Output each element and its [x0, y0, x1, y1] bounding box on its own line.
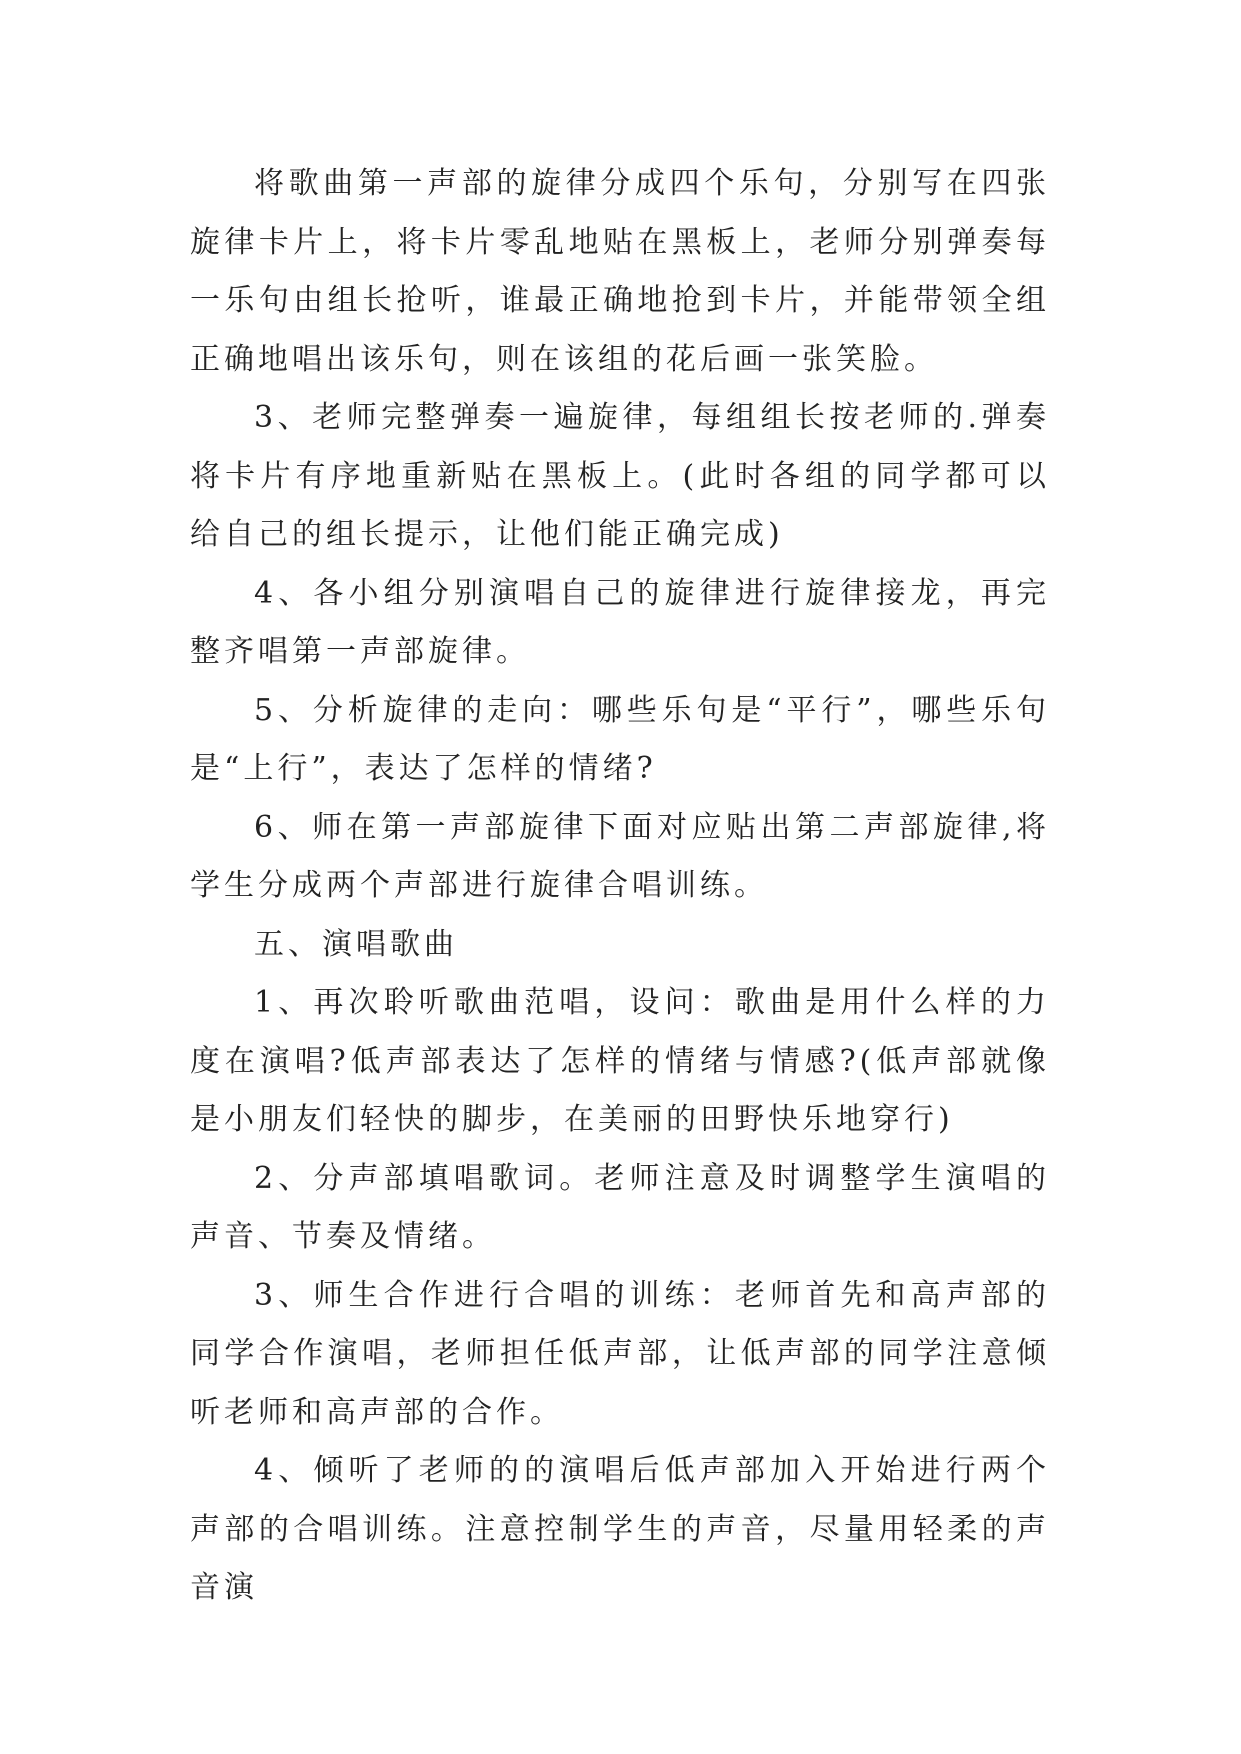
paragraph-7: 2、分声部填唱歌词。老师注意及时调整学生演唱的声音、节奏及情绪。 [190, 1160, 1050, 1254]
paragraph-3: 4、各小组分别演唱自己的旋律进行旋律接龙，再完整齐唱第一声部旋律。 [190, 575, 1050, 669]
document-body [190, 155, 1050, 1618]
section-heading: 五、演唱歌曲 [254, 926, 458, 962]
paragraph-5: 6、师在第一声部旋律下面对应贴出第二声部旋律,将学生分成两个声部进行旋律合唱训练。 [190, 809, 1050, 903]
paragraph-8: 3、师生合作进行合唱的训练：老师首先和高声部的同学合作演唱，老师担任低声部，让低声部的同学注意倾听老师和高声部的合作。 [190, 1277, 1050, 1430]
paragraph-4: 5、分析旋律的走向：哪些乐句是“平行”，哪些乐句是“上行”，表达了怎样的情绪? [190, 692, 1050, 786]
paragraph-6: 1、再次聆听歌曲范唱，设问：歌曲是用什么样的力度在演唱?低声部表达了怎样的情绪与情感?(低声部就像是小朋友们轻快的脚步，在美丽的田野快乐地穿行) [190, 985, 1050, 1137]
paragraph-2: 3、老师完整弹奏一遍旋律，每组组长按老师的.弹奏将卡片有序地重新贴在黑板上。(此时各组的同学都可以给自己的组长提示，让他们能正确完成) [190, 400, 1050, 552]
paragraph-1: 将歌曲第一声部的旋律分成四个乐句，分别写在四张旋律卡片上，将卡片零乱地贴在黑板上，老师分别弹奏每一乐句由组长抢听，谁最正确地抢到卡片，并能带领全组正确地唱出该乐句，则在该组的花后画一张笑脸。 [190, 166, 1050, 377]
paragraph-9: 4、倾听了老师的的演唱后低声部加入开始进行两个声部的合唱训练。注意控制学生的声音，尽量用轻柔的声音演 [190, 1453, 1050, 1605]
